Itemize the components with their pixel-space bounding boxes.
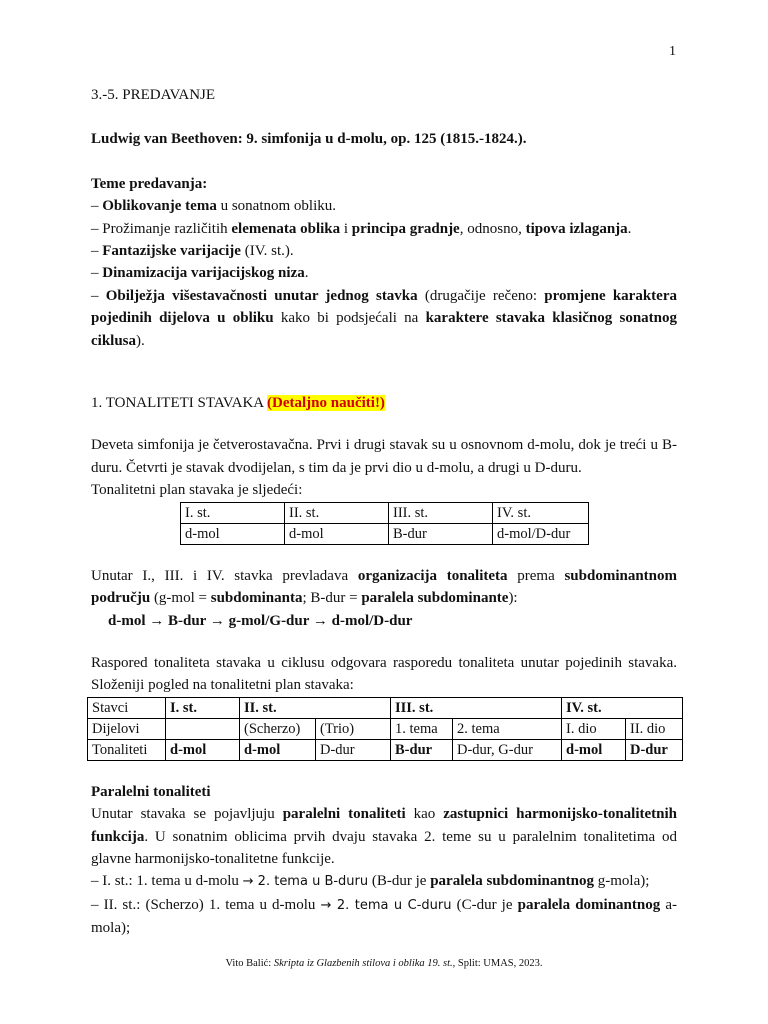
paragraph: Unutar I., III. i IV. stavka prevladava organizacija tonaliteta prema subdominantnom području (g-mol = subdominanta; B-dur = paralela subdominante): xyxy=(91,567,677,607)
paragraph: Raspored tonaliteta stavaka u ciklusu odgovara rasporedu tonaliteta unutar pojedinih stavaka. Složeniji pogled na tonalitetni plan stavaka: xyxy=(91,654,677,694)
table-cell: Tonaliteti xyxy=(88,739,166,760)
topic-item: – Fantazijske varijacije (IV. st.). xyxy=(91,243,294,260)
table-cell: (Trio) xyxy=(316,718,391,739)
table-cell: 2. tema xyxy=(453,718,562,739)
table-cell: d-mol/D-dur xyxy=(493,523,589,544)
list-item: – II. st.: (Scherzo) 1. tema u d-molu → 2. tema u C-duru (C-dur je paralela dominantnog a-mola); xyxy=(91,896,677,937)
table-cell: I. dio xyxy=(562,718,626,739)
paragraph: Deveta simfonija je četverostavačna. Prvi i drugi stavak su u osnovnom d-molu, dok je treći u B-duru. Četvrti je stavak dvodijelan, s tim da je prvi dio u d-molu, a drugi u D-duru. xyxy=(91,437,677,476)
table-cell: B-dur xyxy=(389,523,493,544)
table-cell: d-mol xyxy=(240,739,316,760)
table-cell: D-dur xyxy=(316,739,391,760)
table-cell: IV. st. xyxy=(493,502,589,523)
topics-heading: Teme predavanja: xyxy=(91,175,208,192)
topic-item: – Obilježja višestavačnosti unutar jednog stavka (drugačije rečeno: promjene karaktera pojedinih dijelova u obliku kako bi podsjećali na karaktere stavaka klasičnog sonatnog ciklusa). xyxy=(91,287,678,349)
page-number: 1 xyxy=(669,44,676,59)
topic-item: – Dinamizacija varijacijskog niza. xyxy=(91,265,309,282)
table-cell: (Scherzo) xyxy=(240,718,316,739)
table-cell: I. st. xyxy=(181,502,285,523)
table-cell: d-mol xyxy=(181,523,285,544)
paragraph: Tonalitetni plan stavaka je sljedeći: xyxy=(91,482,303,499)
table-cell: IV. st. xyxy=(562,697,683,718)
table-cell: d-mol xyxy=(562,739,626,760)
table-cell: D-dur xyxy=(626,739,683,760)
table-row xyxy=(181,502,589,523)
table-cell: III. st. xyxy=(391,697,562,718)
table-cell: II. dio xyxy=(626,718,683,739)
table-cell: III. st. xyxy=(389,502,493,523)
table-cell: II. st. xyxy=(240,697,391,718)
detailed-tonality-table xyxy=(87,697,683,761)
table-row xyxy=(181,523,589,544)
document-body xyxy=(91,84,677,940)
lecture-label: 3.-5. PREDAVANJE xyxy=(91,87,216,103)
table-cell: 1. tema xyxy=(391,718,453,739)
tonality-table xyxy=(180,502,589,545)
page-footer: Vito Balić: Skripta iz Glazbenih stilova i oblika 19. st., Split: UMAS, 2023. xyxy=(225,958,543,969)
list-item: – I. st.: 1. tema u d-molu → 2. tema u B-duru (B-dur je paralela subdominantnog g-mola); xyxy=(91,873,650,890)
table-cell: II. st. xyxy=(285,502,389,523)
table-cell: B-dur xyxy=(391,739,453,760)
table-cell: d-mol xyxy=(166,739,240,760)
topic-item: – Oblikovanje tema u sonatnom obliku. xyxy=(91,198,337,215)
subsection-heading: Paralelni tonaliteti xyxy=(91,783,211,800)
table-row xyxy=(88,697,683,718)
table-cell: I. st. xyxy=(166,697,240,718)
table-row xyxy=(88,718,683,739)
paragraph: Unutar stavaka se pojavljuju paralelni tonaliteti kao zastupnici harmonijsko-tonalitetnih funkcija. U sonatnim oblicima prvih dvaju stavaka 2. teme su u paralelnim tonalitetima od glavne harmonijsko-tonalitetne funkcije. xyxy=(91,806,677,867)
table-cell xyxy=(166,718,240,739)
highlight-note: (Detaljno naučiti!) xyxy=(267,395,385,412)
table-cell: d-mol xyxy=(285,523,389,544)
table-row xyxy=(88,739,683,760)
document-title: Ludwig van Beethoven: 9. simfonija u d-molu, op. 125 (1815.-1824.). xyxy=(91,131,527,148)
table-cell: Dijelovi xyxy=(88,718,166,739)
topic-item: – Prožimanje različitih elemenata oblika i principa gradnje, odnosno, tipova izlaganja. xyxy=(91,220,632,237)
table-cell: D-dur, G-dur xyxy=(453,739,562,760)
table-cell: Stavci xyxy=(88,697,166,718)
tonality-sequence: d-mol → B-dur → g-mol/G-dur → d-mol/D-dur xyxy=(108,612,413,629)
section-heading: 1. TONALITETI STAVAKA (Detaljno naučiti!) xyxy=(91,395,385,412)
